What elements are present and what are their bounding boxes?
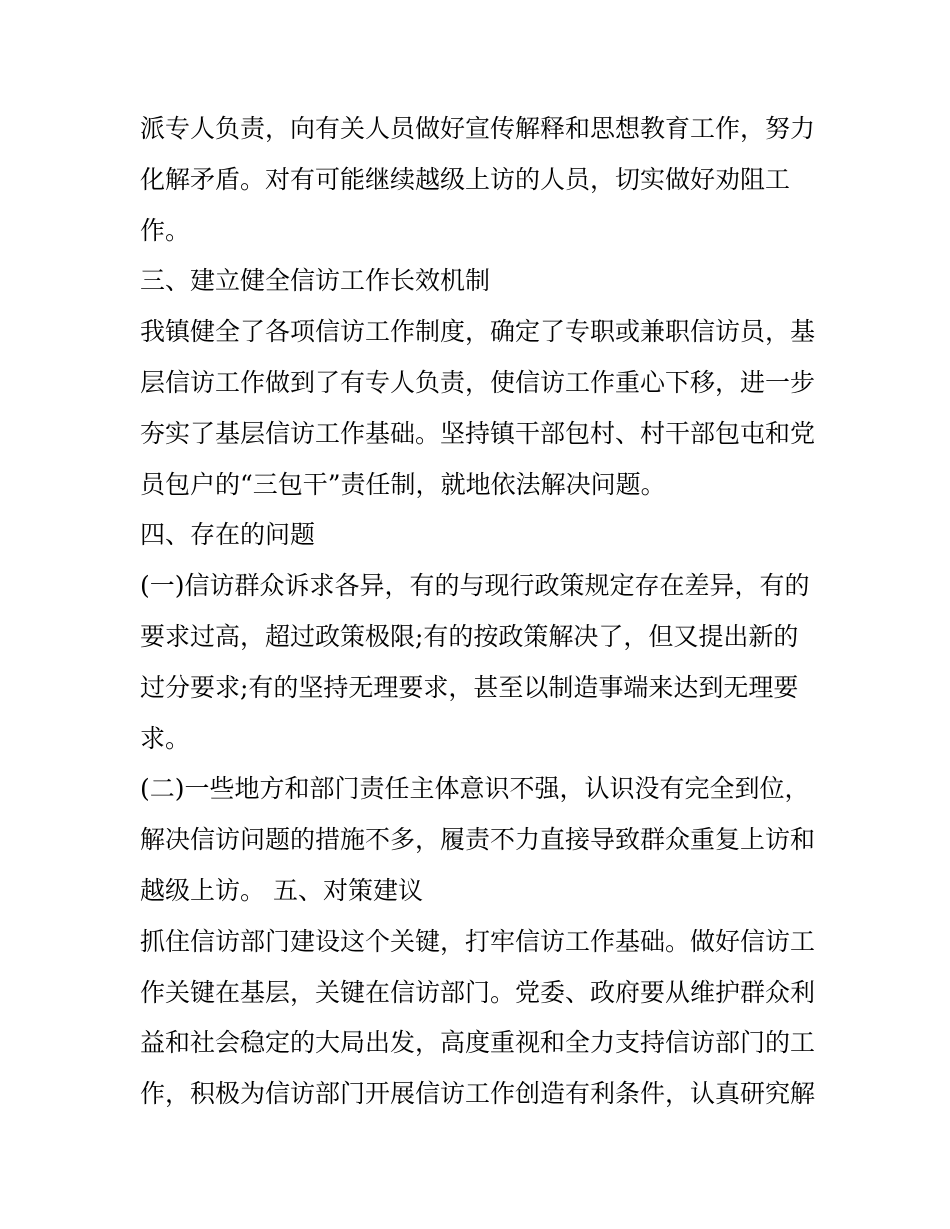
- text-line: 化解矛盾。对有可能继续越级上访的人员，切实做好劝阻工: [140, 164, 791, 194]
- text-line: 求。: [140, 723, 191, 753]
- text-line: 抓住信访部门建设这个关键，打牢信访工作基础。做好信访工: [140, 926, 816, 956]
- text-line: 作关键在基层，关键在信访部门。党委、政府要从维护群众利: [140, 977, 816, 1007]
- text-line: 要求过高，超过政策极限;有的按政策解决了，但又提出新的: [140, 621, 799, 651]
- text-line: (二)一些地方和部门责任主体意识不强，认识没有完全到位，: [140, 774, 810, 804]
- section-heading: 三、建立健全信访工作长效机制: [140, 266, 491, 296]
- text-line: 解决信访问题的措施不多，履责不力直接导致群众重复上访和: [140, 825, 816, 855]
- text-line: 作，积极为信访部门开展信访工作创造有利条件，认真研究解: [140, 1079, 816, 1109]
- text-line: 越级上访。 五、对策建议: [140, 875, 423, 905]
- document-page: [140, 104, 820, 1120]
- text-line: 作。: [140, 215, 191, 245]
- section-heading: 四、存在的问题: [140, 520, 316, 550]
- text-line: 派专人负责，向有关人员做好宣传解释和思想教育工作，努力: [140, 114, 816, 143]
- text-line: 夯实了基层信访工作基础。坚持镇干部包村、村干部包屯和党: [140, 418, 816, 448]
- text-line: 层信访工作做到了有专人负责，使信访工作重心下移，进一步: [140, 367, 816, 397]
- text-line: 我镇健全了各项信访工作制度，确定了专职或兼职信访员，基: [140, 317, 816, 347]
- text-line: 益和社会稳定的大局出发，高度重视和全力支持信访部门的工: [140, 1028, 816, 1058]
- text-line: 员包户的“三包干”责任制，就地依法解决问题。: [140, 469, 666, 499]
- text-line: 过分要求;有的坚持无理要求，甚至以制造事端来达到无理要: [140, 672, 799, 702]
- text-line: (一)信访群众诉求各异，有的与现行政策规定存在差异，有的: [140, 571, 810, 601]
